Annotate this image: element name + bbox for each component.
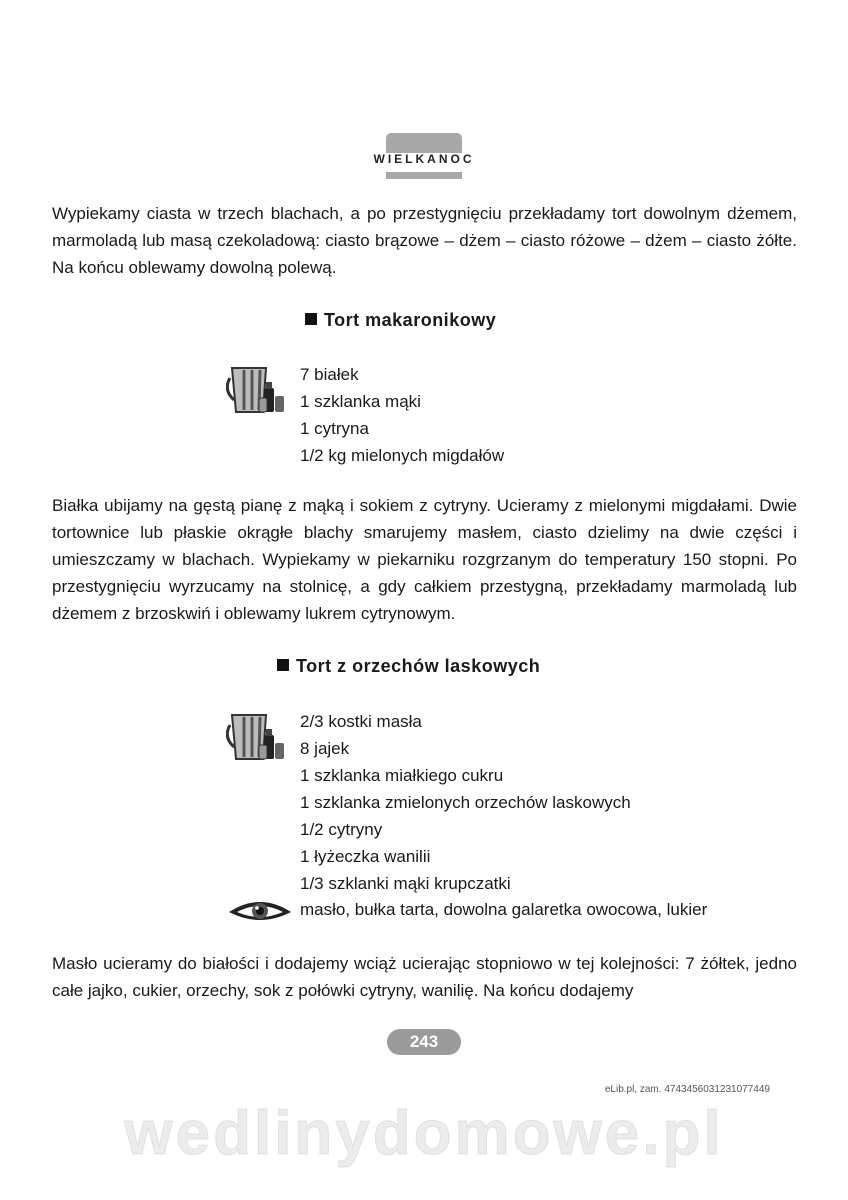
page-number: 243: [409, 1032, 439, 1051]
measuring-cup-ingredients-icon: [226, 362, 292, 416]
recipe-2-instructions: Masło ucieramy do białości i dodajemy wciąż ucierając stopniowo w tej kolejności: 7 żółtek, jedno całe jajko, cukier, orzechy, sok z połówki cytryny, wanilię. Na końcu dodajemy: [52, 954, 797, 1000]
recipe-2-title: [277, 656, 540, 677]
section-header-bar: [386, 172, 462, 179]
ingredient-item: 1/2 kg mielonych migdałów: [300, 446, 505, 465]
bullet-square-icon: [305, 313, 317, 325]
eye-icon: [227, 898, 293, 924]
recipe-1-ingredients: [300, 361, 504, 469]
recipe-2-ingredients: [300, 708, 631, 897]
ingredient-item: 2/3 kostki masła: [300, 712, 422, 731]
ingredient-item: 8 jajek: [300, 739, 350, 758]
measuring-cup-ingredients-icon: [226, 709, 292, 763]
ingredient-item: 1 łyżeczka wanilii: [300, 847, 431, 866]
ingredient-item: 1 szklanka zmielonych orzechów laskowych: [300, 793, 631, 812]
recipe-2-title-text: Tort z orzechów laskowych: [296, 656, 541, 676]
ingredient-item: 7 białek: [300, 365, 359, 384]
recipe-2-extras: masło, bułka tarta, dowolna galaretka owocowa, lukier: [300, 900, 708, 919]
intro-paragraph: Wypiekamy ciasta w trzech blachach, a po przestygnięciu przekładamy tort dowolnym dżemem, marmoladą lub masą czekoladową: ciasto brązowe – dżem – ciasto różowe – dżem – ciasto żółte. Na końcu oblewamy dowolną polewą.: [52, 204, 797, 277]
ingredient-item: 1/3 szklanki mąki krupczatki: [300, 874, 511, 893]
ingredient-item: 1 szklanka mąki: [300, 392, 421, 411]
recipe-1-title-text: Tort makaronikowy: [324, 310, 497, 330]
recipe-1-title: [305, 310, 496, 331]
ingredient-item: 1 szklanka miałkiego cukru: [300, 766, 504, 785]
watermark: wedlinydomowe.pl: [124, 1099, 724, 1168]
ingredient-item: 1 cytryna: [300, 419, 369, 438]
recipe-1-instructions: Białka ubijamy na gęstą pianę z mąką i sokiem z cytryny. Ucieramy z mielonymi migdałami. Dwie tortownice lub płaskie okrągłe blachy smarujemy masłem, ciasto dzielimy na dwie części i umieszczamy w blachach. Wypiekamy w piekarniku rozgrzanym do temperatury 150 stopni. Po przestygnięciu wyrzucamy na stolnicę, a gdy całkiem przestygną, przekładamy marmoladą lub dżemem z brzoskwiń i oblewamy lukrem cytrynowym.: [52, 496, 797, 623]
bullet-square-icon: [277, 659, 289, 671]
section-header-label: WIELKANOC: [373, 152, 475, 166]
source-note: eLib.pl, zam. 4743456031231077449: [604, 1084, 770, 1095]
ingredient-item: 1/2 cytryny: [300, 820, 383, 839]
section-header-tab: [386, 133, 462, 153]
